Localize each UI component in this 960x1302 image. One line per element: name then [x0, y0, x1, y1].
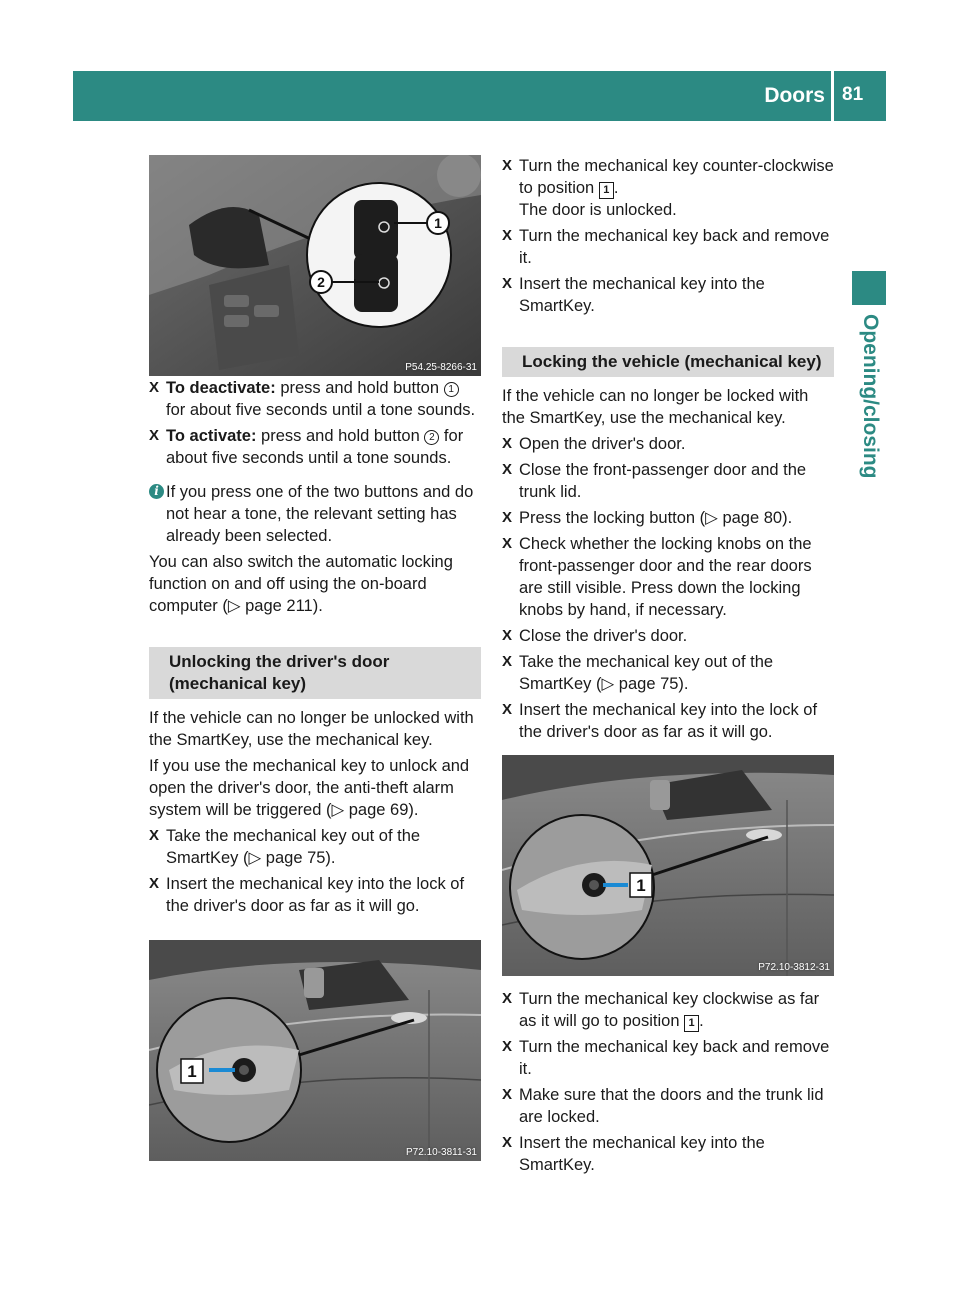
- step-text-end: .: [699, 1012, 704, 1030]
- right-column-bottom: [502, 988, 834, 1180]
- door-lock-photo-right: [502, 755, 834, 976]
- step-marker-icon: X: [502, 1134, 513, 1151]
- step-text: Insert the mechanical key into the SmartKey.: [519, 1134, 765, 1174]
- step-marker-icon: X: [502, 509, 513, 526]
- step-text: Make sure that the doors and the trunk lid are locked.: [519, 1086, 824, 1126]
- step-text: Turn the mechanical key counter-clockwise to position: [519, 157, 834, 197]
- paragraph-locking: If the vehicle can no longer be locked with the SmartKey, use the mechanical key.: [502, 387, 809, 427]
- step-text: Turn the mechanical key back and remove it.: [519, 227, 830, 267]
- step-insert-key: [149, 873, 481, 917]
- step-deactivate: [149, 377, 481, 421]
- door-lock-illustration-right: [502, 755, 834, 976]
- step-deactivate-label: To deactivate:: [166, 379, 276, 397]
- switch-photo-code: P54.25-8266-31: [405, 362, 477, 373]
- switch-callout-2: 2: [317, 274, 325, 290]
- step-result: The door is unlocked.: [519, 201, 677, 219]
- step-text: Take the mechanical key out of the SmartKey (▷ page 75).: [166, 827, 421, 867]
- step-text: Insert the mechanical key into the SmartKey.: [519, 275, 765, 315]
- step-marker-icon: X: [502, 227, 513, 244]
- door-switch-illustration: [149, 155, 481, 376]
- step-marker-icon: X: [502, 535, 513, 552]
- step-lock-5: [502, 651, 834, 695]
- step-insert-smartkey: [502, 273, 834, 317]
- step-text: Press the locking button (▷ page 80).: [519, 509, 793, 527]
- side-tab-label: [855, 314, 885, 524]
- button-ref-1: 1: [444, 382, 459, 397]
- step-final-0: [502, 1036, 834, 1080]
- button-ref-2: 2: [424, 430, 439, 445]
- step-text: Take the mechanical key out of the SmartKey (▷ page 75).: [519, 653, 774, 693]
- step-marker-icon: X: [149, 827, 160, 844]
- step-marker-icon: X: [502, 435, 513, 452]
- step-final-1: [502, 1084, 834, 1128]
- header-divider: [831, 71, 834, 121]
- paragraph-unlock-2: If you use the mechanical key to unlock and open the driver's door, the anti-theft alarm system will be triggered (▷ page 69).: [149, 757, 470, 819]
- step-marker-icon: X: [502, 701, 513, 718]
- step-marker-icon: X: [502, 157, 513, 174]
- step-final-2: [502, 1132, 834, 1176]
- door-switch-photo: [149, 155, 481, 376]
- step-marker-icon: X: [502, 653, 513, 670]
- step-turn-clockwise: [502, 988, 834, 1032]
- step-activate-text-b: for about five seconds until a tone sounds.: [166, 427, 464, 467]
- step-text: Insert the mechanical key into the lock of the driver's door as far as it will go.: [166, 875, 465, 915]
- step-marker-icon: X: [149, 427, 160, 444]
- step-lock-1: [502, 459, 834, 503]
- step-text: Check whether the locking knobs on the front-passenger door and the rear doors are still visible. Press down the locking knobs by hand, if necessary.: [519, 535, 812, 619]
- door-left-callout: 1: [187, 1062, 197, 1081]
- side-tab-marker: [852, 271, 886, 305]
- step-activate: [149, 425, 481, 469]
- step-text: Turn the mechanical key back and remove it.: [519, 1038, 830, 1078]
- step-marker-icon: X: [149, 875, 160, 892]
- section-heading-unlocking: Unlocking the driver's door (mechanical key): [149, 647, 481, 699]
- step-marker-icon: X: [149, 379, 160, 396]
- step-text: Turn the mechanical key clockwise as far as it will go to position: [519, 990, 820, 1030]
- step-activate-label: To activate:: [166, 427, 257, 445]
- door-lock-photo-left: [149, 940, 481, 1161]
- step-text-end: .: [613, 179, 619, 197]
- step-marker-icon: X: [502, 461, 513, 478]
- step-text: Close the front-passenger door and the trunk lid.: [519, 461, 807, 501]
- step-lock-0: [502, 433, 834, 455]
- paragraph-onboard: You can also switch the automatic locking function on and off using the on-board computer (▷ page 211).: [149, 553, 453, 615]
- step-lock-4: [502, 625, 834, 647]
- position-ref-1: 1: [684, 1015, 699, 1032]
- info-note-text: If you press one of the two buttons and do not hear a tone, the relevant setting has already been selected.: [166, 483, 474, 545]
- info-note: [149, 481, 481, 547]
- step-lock-3: [502, 533, 834, 621]
- door-left-photo-code: P72.10-3811-31: [406, 1147, 477, 1158]
- step-text: Open the driver's door.: [519, 435, 686, 453]
- info-icon: i: [149, 484, 164, 499]
- side-tab-label-text: Opening/closing: [859, 314, 882, 479]
- step-marker-icon: X: [502, 627, 513, 644]
- step-deactivate-text-b: for about five seconds until a tone sounds.: [166, 401, 476, 419]
- door-right-callout: 1: [636, 876, 646, 895]
- step-marker-icon: X: [502, 1038, 513, 1055]
- step-lock-6: [502, 699, 834, 743]
- step-marker-icon: X: [502, 1086, 513, 1103]
- step-deactivate-text-a: press and hold button: [275, 379, 444, 397]
- door-right-photo-code: P72.10-3812-31: [758, 962, 830, 973]
- door-lock-illustration-left: [149, 940, 481, 1161]
- switch-callout-1: 1: [434, 215, 442, 231]
- step-text: Insert the mechanical key into the lock of the driver's door as far as it will go.: [519, 701, 818, 741]
- paragraph-unlock-1: If the vehicle can no longer be unlocked with the SmartKey, use the mechanical key.: [149, 709, 474, 749]
- page-number: 81: [842, 84, 864, 105]
- right-column: [502, 155, 834, 747]
- step-turn-counter: [502, 155, 834, 221]
- step-take-key: [149, 825, 481, 869]
- section-heading-locking: Locking the vehicle (mechanical key): [502, 347, 834, 377]
- step-turn-back: [502, 225, 834, 269]
- step-marker-icon: X: [502, 275, 513, 292]
- step-activate-text-a: press and hold button: [256, 427, 425, 445]
- step-marker-icon: X: [502, 990, 513, 1007]
- left-column: [149, 377, 481, 921]
- header-section-title: Doors: [764, 84, 825, 107]
- step-lock-2: [502, 507, 834, 529]
- position-ref-1: 1: [599, 182, 614, 199]
- step-text: Close the driver's door.: [519, 627, 688, 645]
